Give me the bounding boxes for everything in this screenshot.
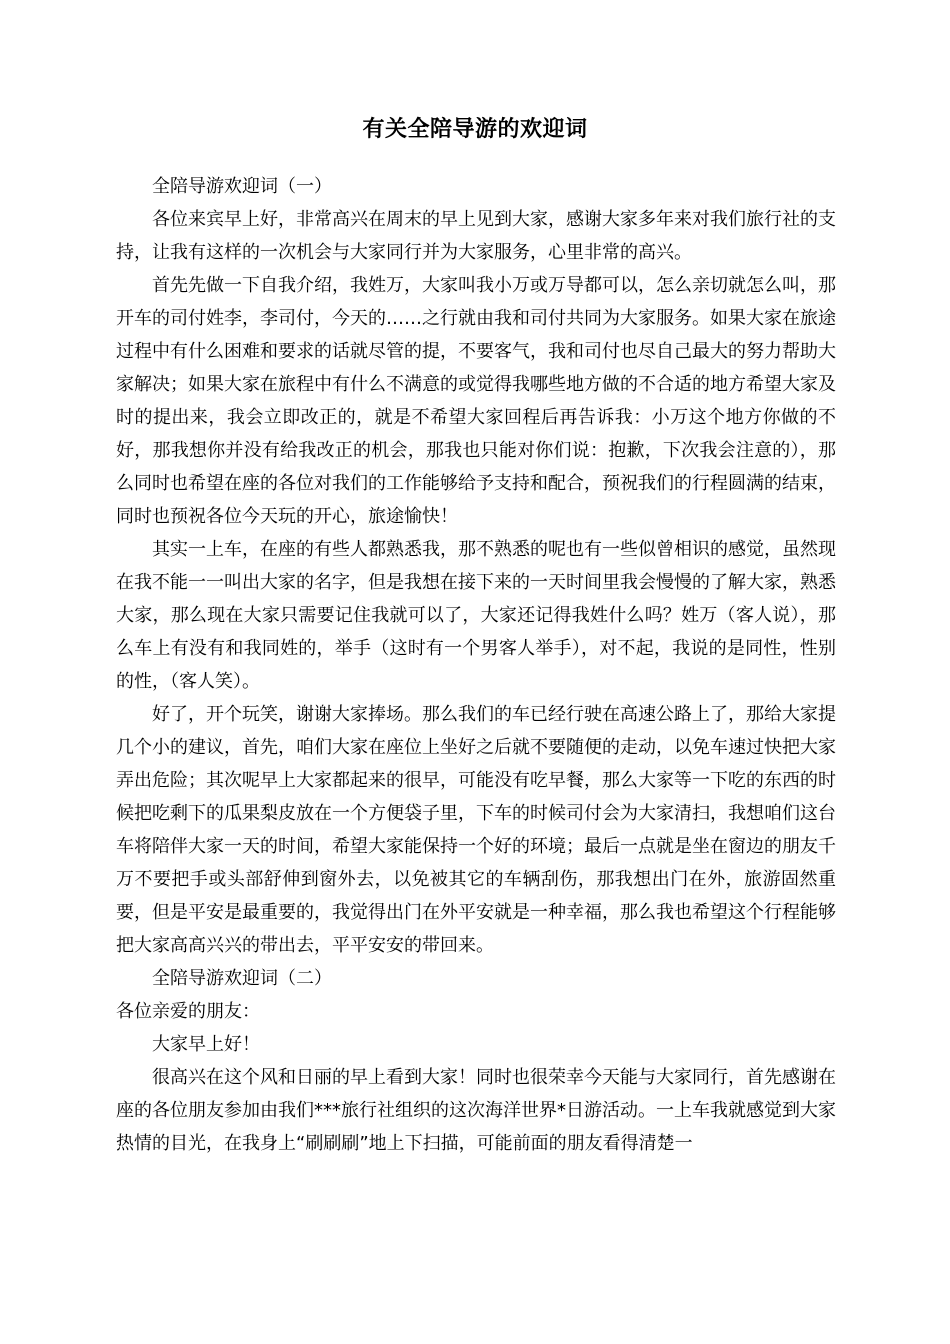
paragraph: 好了，开个玩笑，谢谢大家捧场。那么我们的车已经行驶在高速公路上了，那给大家提几个小的建议，首先，咱们大家在座位上坐好之后就不要随便的走动，以免车速过快把大家弄出危险；其次呢早上大家都起来的很早，可能没有吃早餐，那么大家等一下吃的东西的时候把吃剩下的瓜果梨皮放在一个方便袋子里，下车的时候司付会为大家清扫，我想咱们这台车将陪伴大家一天的时间，希望大家能保持一个好的环境；最后一点就是坐在窗边的朋友千万不要把手或头部舒伸到窗外去，以免被其它的车辆刮伤，那我想出门在外，旅游固然重要，但是平安是最重要的，我觉得出门在外平安就是一种幸福，那么我也希望这个行程能够把大家高高兴兴的带出去，平平安安的带回来。 — [116, 704, 836, 956]
paragraph: 很高兴在这个风和日丽的早上看到大家！同时也很荣幸今天能与大家同行，首先感谢在座的各位朋友参加由我们***旅行社组织的这次海洋世界*日游活动。一上车我就感觉到大家热情的目光，在我身上“刷刷刷”地上下扫描，可能前面的朋友看得清楚一 — [116, 1067, 836, 1154]
paragraph: 各位来宾早上好，非常高兴在周末的早上见到大家，感谢大家多年来对我们旅行社的支持，让我有这样的一次机会与大家同行并为大家服务，心里非常的高兴。 — [116, 209, 836, 263]
document-title: 有关全陪导游的欢迎词 — [362, 117, 588, 142]
section-heading-2: 全陪导游欢迎词（二） — [152, 968, 332, 989]
salutation: 各位亲爱的朋友： — [116, 1001, 260, 1022]
document-body — [116, 170, 836, 1160]
section-heading-1: 全陪导游欢迎词（一） — [152, 176, 332, 197]
greeting: 大家早上好！ — [152, 1034, 260, 1055]
paragraph: 首先先做一下自我介绍，我姓万，大家叫我小万或万导都可以，怎么亲切就怎么叫，那开车的司付姓李，李司付，今天的……之行就由我和司付共同为大家服务。如果大家在旅途过程中有什么困难和要求的话就尽管的提，不要客气，我和司付也尽自己最大的努力帮助大家解决；如果大家在旅程中有什么不满意的或觉得我哪些地方做的不合适的地方希望大家及时的提出来，我会立即改正的，就是不希望大家回程后再告诉我：小万这个地方你做的不好，那我想你并没有给我改正的机会，那我也只能对你们说：抱歉，下次我会注意的），那么同时也希望在座的各位对我们的工作能够给予支持和配合，预祝我们的行程圆满的结束，同时也预祝各位今天玩的开心，旅途愉快！ — [116, 275, 836, 527]
paragraph: 其实一上车，在座的有些人都熟悉我，那不熟悉的呢也有一些似曾相识的感觉，虽然现在我不能一一叫出大家的名字，但是我想在接下来的一天时间里我会慢慢的了解大家，熟悉大家，那么现在大家只需要记住我就可以了，大家还记得我姓什么吗？姓万（客人说），那么车上有没有和我同姓的，举手（这时有一个男客人举手），对不起，我说的是同性，性别的性，（客人笑）。 — [116, 539, 836, 692]
